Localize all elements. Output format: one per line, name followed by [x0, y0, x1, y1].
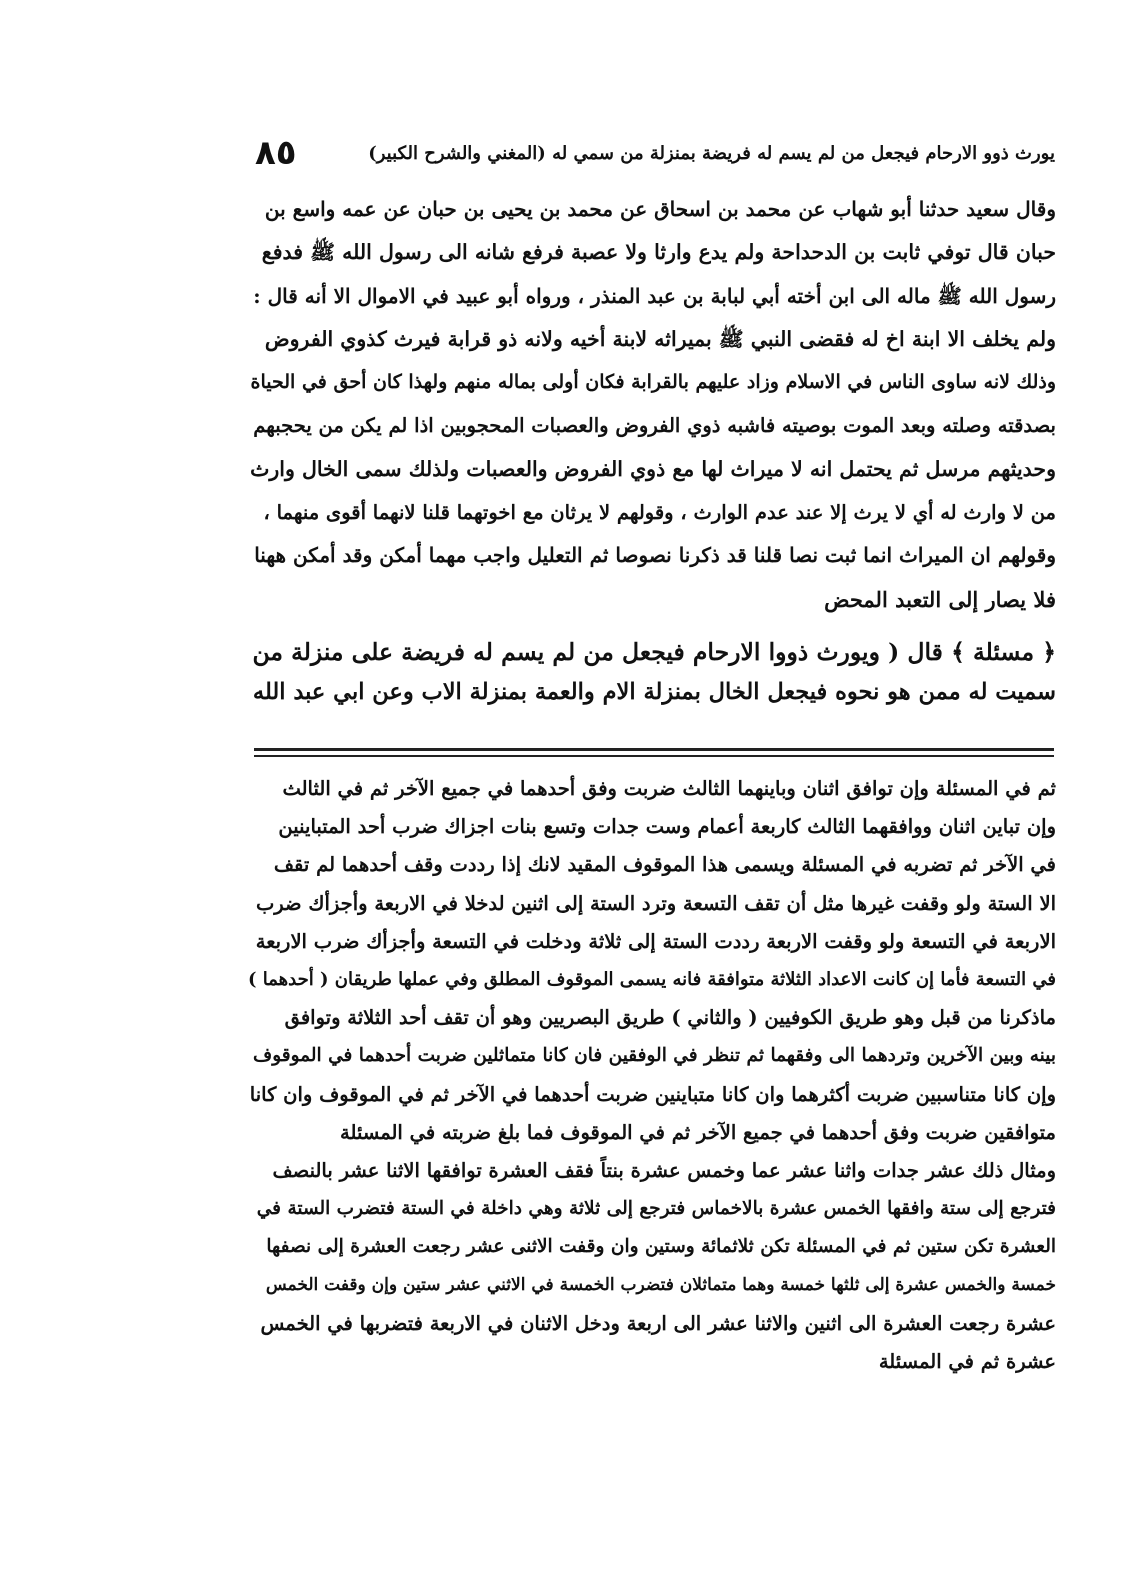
text-line: عشرة ثم في المسئلة: [878, 1349, 1056, 1373]
text-line: فترجع إلى ستة وافقها الخمس عشرة بالاخماس فترجع إلى ثلاثة وهي داخلة في الستة فتضرب الستة في: [256, 1198, 1056, 1220]
divider-rule: [254, 755, 1054, 757]
text-line: سميت له ممن هو نحوه فيجعل الخال بمنزلة الام والعمة بمنزلة الاب وعن ابي عبد الله: [252, 679, 1056, 705]
text-line: العشرة تكن ستين ثم في المسئلة تكن ثلاثمائة وستين وان وقفت الاثنى عشر رجعت العشرة إلى نصفها: [266, 1236, 1056, 1258]
masala-heading-text: [248, 632, 1056, 712]
text-line: ماذكرنا من قبل وهو طريق الكوفيين ( والثاني ) طريق البصريين وهو أن تقف أحد الثلاثة وتوافق: [284, 1006, 1056, 1030]
text-line: في التسعة فأما إن كانت الاعداد الثلاثة متوافقة فانه يسمى الموقوف المطلق وفي عملها طريقان ( أحدهما ): [248, 968, 1056, 990]
text-line: من لا وارث له أي لا يرث إلا عند عدم الوارث ، وقولهم لا يرثان مع اخوتهما قلنا لانهما أقوى منهما ،: [263, 501, 1056, 525]
text-line: وإن تباين اثنان ووافقهما الثالث كاربعة أعمام وست جدات وتسع بنات اجزاك ضرب أحد المتباينين: [278, 815, 1056, 839]
text-line: حبان قال توفي ثابت بن الدحداحة ولم يدع وارثا ولا عصبة فرفع شانه الى رسول الله ﷺ فدفع: [261, 240, 1056, 265]
text-line: متوافقين ضربت وفق أحدهما في جميع الآخر ثم في الموقوف فما بلغ ضربته في المسئلة: [340, 1120, 1056, 1144]
text-line: ﴿ مسئلة ﴾ قال ( ويورث ذووا الارحام فيجعل من لم يسم له فريضة على منزلة من: [252, 638, 1056, 666]
text-line: ثم في المسئلة وإن توافق اثنان وباينهما الثالث ضربت وفق أحدهما في جميع الآخر ثم في الثالث: [282, 777, 1056, 800]
page-number: ٨٥: [255, 133, 297, 173]
running-header: [255, 128, 1055, 178]
text-line: وقولهم ان الميراث انما ثبت نصا قلنا قد ذكرنا نصوصا ثم التعليل واجب مهما أمكن وقد أمكن ههنا: [254, 543, 1056, 568]
text-line: ولم يخلف الا ابنة اخ له فقضى النبي ﷺ بميراثه لابنة أخيه ولانه ذو قرابة فيرث كذوي الفروض: [264, 326, 1056, 351]
text-line: الاربعة في التسعة ولو وقفت الاربعة رددت الستة إلى ثلاثة ودخلت في التسعة وأجزأك ضرب الاربعة: [255, 929, 1056, 953]
text-line: في الآخر ثم تضربه في المسئلة ويسمى هذا الموقوف المقيد لانك إذا رددت وقف أحدهما لم تقف: [273, 853, 1056, 877]
text-line: وحديثهم مرسل ثم يحتمل انه لا ميراث لها مع ذوي الفروض والعصبات ولذلك سمى الخال وارث: [250, 456, 1056, 481]
text-line: فلا يصار إلى التعبد المحض: [824, 586, 1056, 612]
text-line: بصدقته وصلته وبعد الموت بوصيته فاشبه ذوي الفروض والعصبات المحجوبين اذا لم يكن من يحجبهم: [253, 414, 1056, 438]
text-line: عشرة رجعت العشرة الى اثنين والاثنا عشر الى اربعة ودخل الاثنان في الاربعة فتضربها في الخمس: [260, 1311, 1056, 1335]
header-title: (المغني والشرح الكبير) يورث ذوو الارحام فيجعل من لم يسم له فريضة بمنزلة من سمي له: [368, 142, 1055, 164]
text-line: ومثال ذلك عشر جدات واثنا عشر عما وخمس عشرة بنتاً فقف العشرة توافقها الاثنا عشر بالنصف: [272, 1158, 1056, 1182]
text-line: وإن كانا متناسبين ضربت أكثرهما وان كانا متباينين ضربت أحدهما في الآخر ثم في الموقوف وان كانا: [249, 1082, 1056, 1106]
text-line: خمسة والخمس عشرة إلى ثلثها خمسة وهما متماثلان فتضرب الخمسة في الاثني عشر ستين وإن وقفت الخمس: [265, 1275, 1056, 1296]
text-line: رسول الله ﷺ ماله الى ابن أخته أبي لبابة بن عبد المنذر ، ورواه أبو عبيد في الاموال الا أنه قال :: [253, 283, 1056, 308]
text-line: وقال سعيد حدثنا أبو شهاب عن محمد بن اسحاق عن محمد بن يحيى بن حبان عن عمه واسع بن: [264, 197, 1056, 221]
text-line: وذلك لانه ساوى الناس في الاسلام وزاد عليهم بالقرابة فكان أولى بماله منهم ولهذا كان أحق في الحياة: [250, 371, 1056, 394]
text-line: الا الستة ولو وقفت غيرها مثل أن تقف التسعة وترد الستة إلى اثنين لدخلا في الاربعة وأجزأك ضرب: [255, 891, 1056, 915]
text-line: بينه وبين الآخرين وتردهما الى وفقهما ثم تنظر في الوفقين فان كانا متماثلين ضربت أحدهما في الموقوف: [253, 1045, 1056, 1067]
commentary-text: [248, 188, 1056, 621]
divider-rule: [254, 748, 1054, 751]
lower-commentary-text: [248, 770, 1056, 1381]
